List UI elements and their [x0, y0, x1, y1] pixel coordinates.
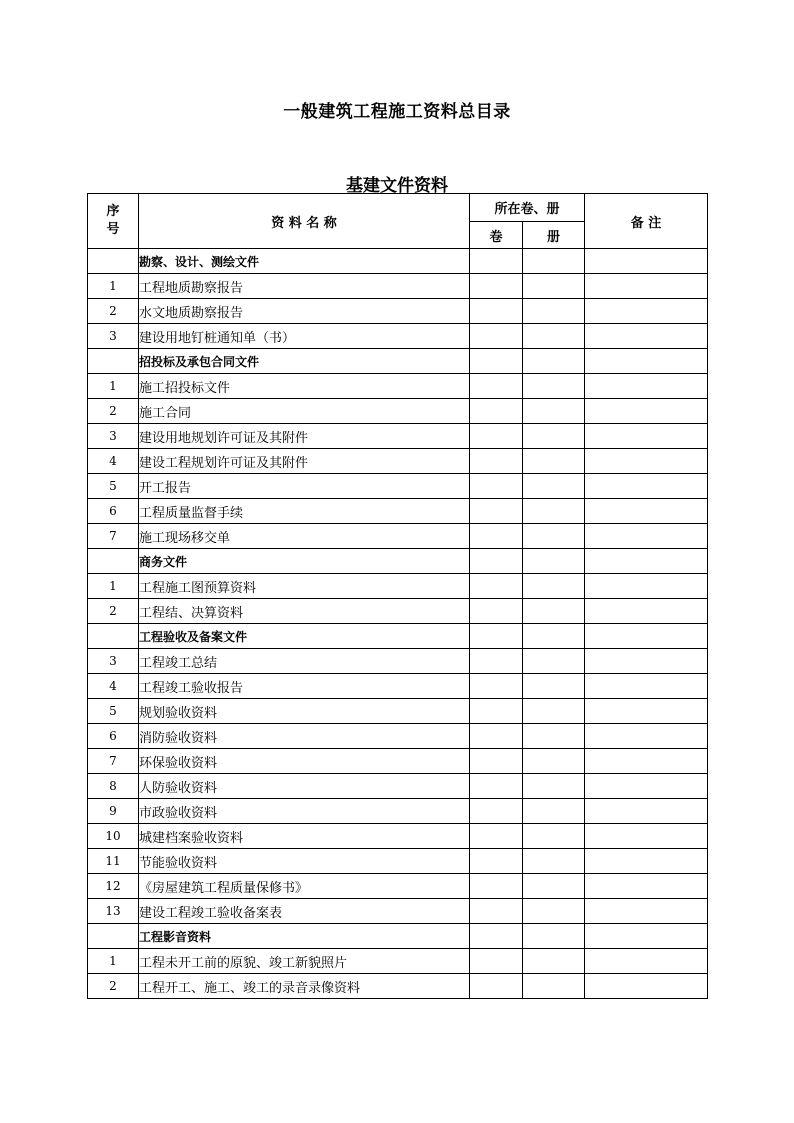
item-name-cell: 水文地质勘察报告	[139, 299, 470, 324]
document-title: 一般建筑工程施工资料总目录	[283, 102, 511, 122]
seq-cell: 5	[88, 699, 139, 724]
seq-cell: 13	[88, 899, 139, 924]
section-row	[88, 924, 708, 949]
book-cell	[523, 474, 585, 499]
remark-cell	[585, 924, 708, 949]
seq-cell	[88, 249, 139, 274]
volume-cell	[470, 524, 523, 549]
remark-cell	[585, 699, 708, 724]
volume-cell	[470, 649, 523, 674]
remark-cell	[585, 649, 708, 674]
item-name-cell: 建设工程竣工验收备案表	[139, 899, 470, 924]
item-name-cell: 规划验收资料	[139, 699, 470, 724]
item-name-cell: 工程未开工前的原貌、竣工新貌照片	[139, 949, 470, 974]
seq-cell: 1	[88, 574, 139, 599]
volume-cell	[470, 699, 523, 724]
table-row	[88, 674, 708, 699]
volume-cell	[470, 249, 523, 274]
table-row	[88, 374, 708, 399]
item-name-cell: 工程施工图预算资料	[139, 574, 470, 599]
seq-cell: 6	[88, 499, 139, 524]
volume-cell	[470, 624, 523, 649]
remark-cell	[585, 374, 708, 399]
book-cell	[523, 799, 585, 824]
section-subtitle: 基建文件资料	[346, 176, 448, 196]
volume-cell	[470, 749, 523, 774]
seq-cell: 2	[88, 974, 139, 999]
seq-cell: 7	[88, 524, 139, 549]
remark-cell	[585, 449, 708, 474]
table-row	[88, 724, 708, 749]
item-name-cell: 消防验收资料	[139, 724, 470, 749]
seq-cell: 8	[88, 774, 139, 799]
volume-cell	[470, 599, 523, 624]
item-name-cell: 施工招投标文件	[139, 374, 470, 399]
remark-cell	[585, 974, 708, 999]
section-row	[88, 349, 708, 374]
seq-cell	[88, 924, 139, 949]
table-row	[88, 599, 708, 624]
table-row	[88, 499, 708, 524]
section-row	[88, 549, 708, 574]
table-row	[88, 424, 708, 449]
item-name-cell: 环保验收资料	[139, 749, 470, 774]
item-name-cell: 建设工程规划许可证及其附件	[139, 449, 470, 474]
book-cell	[523, 649, 585, 674]
seq-cell: 3	[88, 324, 139, 349]
volume-cell	[470, 774, 523, 799]
item-name-cell: 节能验收资料	[139, 849, 470, 874]
table-row	[88, 749, 708, 774]
seq-header-line1: 序	[106, 204, 120, 219]
remark-cell	[585, 274, 708, 299]
table-row	[88, 774, 708, 799]
book-cell	[523, 899, 585, 924]
table-row	[88, 574, 708, 599]
seq-cell: 9	[88, 799, 139, 824]
table-row	[88, 399, 708, 424]
remark-cell	[585, 624, 708, 649]
table-row	[88, 874, 708, 899]
volume-cell	[470, 924, 523, 949]
table-row	[88, 324, 708, 349]
table-row	[88, 949, 708, 974]
table-row	[88, 649, 708, 674]
book-cell	[523, 824, 585, 849]
seq-header-line2: 号	[106, 222, 120, 237]
book-cell	[523, 324, 585, 349]
section-heading-cell: 商务文件	[139, 549, 470, 574]
book-cell	[523, 374, 585, 399]
seq-cell: 7	[88, 749, 139, 774]
book-cell	[523, 349, 585, 374]
volume-cell	[470, 324, 523, 349]
item-name-cell: 市政验收资料	[139, 799, 470, 824]
book-cell	[523, 774, 585, 799]
seq-cell: 3	[88, 649, 139, 674]
section-row	[88, 249, 708, 274]
seq-cell: 2	[88, 299, 139, 324]
remark-cell	[585, 799, 708, 824]
volume-cell	[470, 974, 523, 999]
volume-cell	[470, 374, 523, 399]
book-cell	[523, 524, 585, 549]
table-row	[88, 974, 708, 999]
table-row	[88, 449, 708, 474]
seq-cell: 10	[88, 824, 139, 849]
remark-cell	[585, 574, 708, 599]
book-cell	[523, 499, 585, 524]
remark-cell	[585, 474, 708, 499]
seq-cell	[88, 349, 139, 374]
remark-cell	[585, 324, 708, 349]
seq-cell: 12	[88, 874, 139, 899]
volume-cell	[470, 349, 523, 374]
remark-cell	[585, 424, 708, 449]
book-cell	[523, 574, 585, 599]
book-cell	[523, 599, 585, 624]
volume-cell	[470, 874, 523, 899]
table-row	[88, 274, 708, 299]
item-name-cell: 《房屋建筑工程质量保修书》	[139, 874, 470, 899]
section-heading-cell: 招投标及承包合同文件	[139, 349, 470, 374]
catalog-table	[87, 193, 708, 999]
item-name-cell: 工程开工、施工、竣工的录音录像资料	[139, 974, 470, 999]
table-row	[88, 299, 708, 324]
remark-cell	[585, 499, 708, 524]
book-cell	[523, 549, 585, 574]
book-cell	[523, 849, 585, 874]
book-cell	[523, 874, 585, 899]
book-cell	[523, 699, 585, 724]
section-row	[88, 624, 708, 649]
item-name-cell: 城建档案验收资料	[139, 824, 470, 849]
volume-cell	[470, 574, 523, 599]
item-name-cell: 工程质量监督手续	[139, 499, 470, 524]
book-column-header: 册	[523, 222, 585, 249]
section-heading-cell: 工程验收及备案文件	[139, 624, 470, 649]
book-cell	[523, 424, 585, 449]
remark-cell	[585, 724, 708, 749]
volume-cell	[470, 449, 523, 474]
seq-cell: 1	[88, 374, 139, 399]
table-row	[88, 699, 708, 724]
table-header	[88, 194, 708, 249]
item-name-cell: 工程竣工总结	[139, 649, 470, 674]
seq-cell: 11	[88, 849, 139, 874]
table-row	[88, 799, 708, 824]
volume-cell	[470, 899, 523, 924]
item-name-cell: 工程结、决算资料	[139, 599, 470, 624]
remark-cell	[585, 849, 708, 874]
table-row	[88, 824, 708, 849]
volume-column-header: 卷	[470, 222, 523, 249]
remark-cell	[585, 599, 708, 624]
volume-cell	[470, 949, 523, 974]
item-name-cell: 开工报告	[139, 474, 470, 499]
seq-cell: 4	[88, 674, 139, 699]
table-row	[88, 524, 708, 549]
seq-cell: 5	[88, 474, 139, 499]
remark-cell	[585, 549, 708, 574]
remark-cell	[585, 774, 708, 799]
book-cell	[523, 674, 585, 699]
book-cell	[523, 449, 585, 474]
volume-cell	[470, 824, 523, 849]
volume-cell	[470, 499, 523, 524]
remark-cell	[585, 249, 708, 274]
volume-cell	[470, 799, 523, 824]
item-name-cell: 建设用地钉桩通知单（书）	[139, 324, 470, 349]
item-name-cell: 施工现场移交单	[139, 524, 470, 549]
table-body	[88, 249, 708, 999]
item-name-cell: 工程地质勘察报告	[139, 274, 470, 299]
table-row	[88, 849, 708, 874]
volume-cell	[470, 849, 523, 874]
remark-cell	[585, 899, 708, 924]
volume-cell	[470, 724, 523, 749]
remark-cell	[585, 524, 708, 549]
remark-cell	[585, 874, 708, 899]
seq-cell	[88, 624, 139, 649]
remark-cell	[585, 749, 708, 774]
section-heading-cell: 工程影音资料	[139, 924, 470, 949]
book-cell	[523, 949, 585, 974]
remark-column-header: 备 注	[585, 194, 708, 249]
item-name-cell: 施工合同	[139, 399, 470, 424]
seq-cell: 2	[88, 399, 139, 424]
volume-cell	[470, 274, 523, 299]
table-row	[88, 899, 708, 924]
seq-column-header	[88, 194, 139, 249]
book-cell	[523, 299, 585, 324]
remark-cell	[585, 949, 708, 974]
book-cell	[523, 724, 585, 749]
table-row	[88, 474, 708, 499]
volume-cell	[470, 299, 523, 324]
volume-cell	[470, 399, 523, 424]
remark-cell	[585, 299, 708, 324]
seq-cell: 6	[88, 724, 139, 749]
seq-cell: 1	[88, 274, 139, 299]
section-heading-cell: 勘察、设计、测绘文件	[139, 249, 470, 274]
book-cell	[523, 249, 585, 274]
book-cell	[523, 624, 585, 649]
item-name-cell: 工程竣工验收报告	[139, 674, 470, 699]
book-cell	[523, 974, 585, 999]
item-name-cell: 建设用地规划许可证及其附件	[139, 424, 470, 449]
remark-cell	[585, 399, 708, 424]
item-name-cell: 人防验收资料	[139, 774, 470, 799]
remark-cell	[585, 824, 708, 849]
book-cell	[523, 274, 585, 299]
seq-cell	[88, 549, 139, 574]
book-cell	[523, 749, 585, 774]
seq-cell: 1	[88, 949, 139, 974]
book-cell	[523, 399, 585, 424]
seq-cell: 4	[88, 449, 139, 474]
seq-cell: 2	[88, 599, 139, 624]
volume-cell	[470, 549, 523, 574]
volume-cell	[470, 424, 523, 449]
remark-cell	[585, 674, 708, 699]
seq-cell: 3	[88, 424, 139, 449]
remark-cell	[585, 349, 708, 374]
name-column-header: 资 料 名 称	[139, 194, 470, 249]
location-column-header: 所在卷、册	[470, 194, 585, 222]
volume-cell	[470, 474, 523, 499]
book-cell	[523, 924, 585, 949]
volume-cell	[470, 674, 523, 699]
